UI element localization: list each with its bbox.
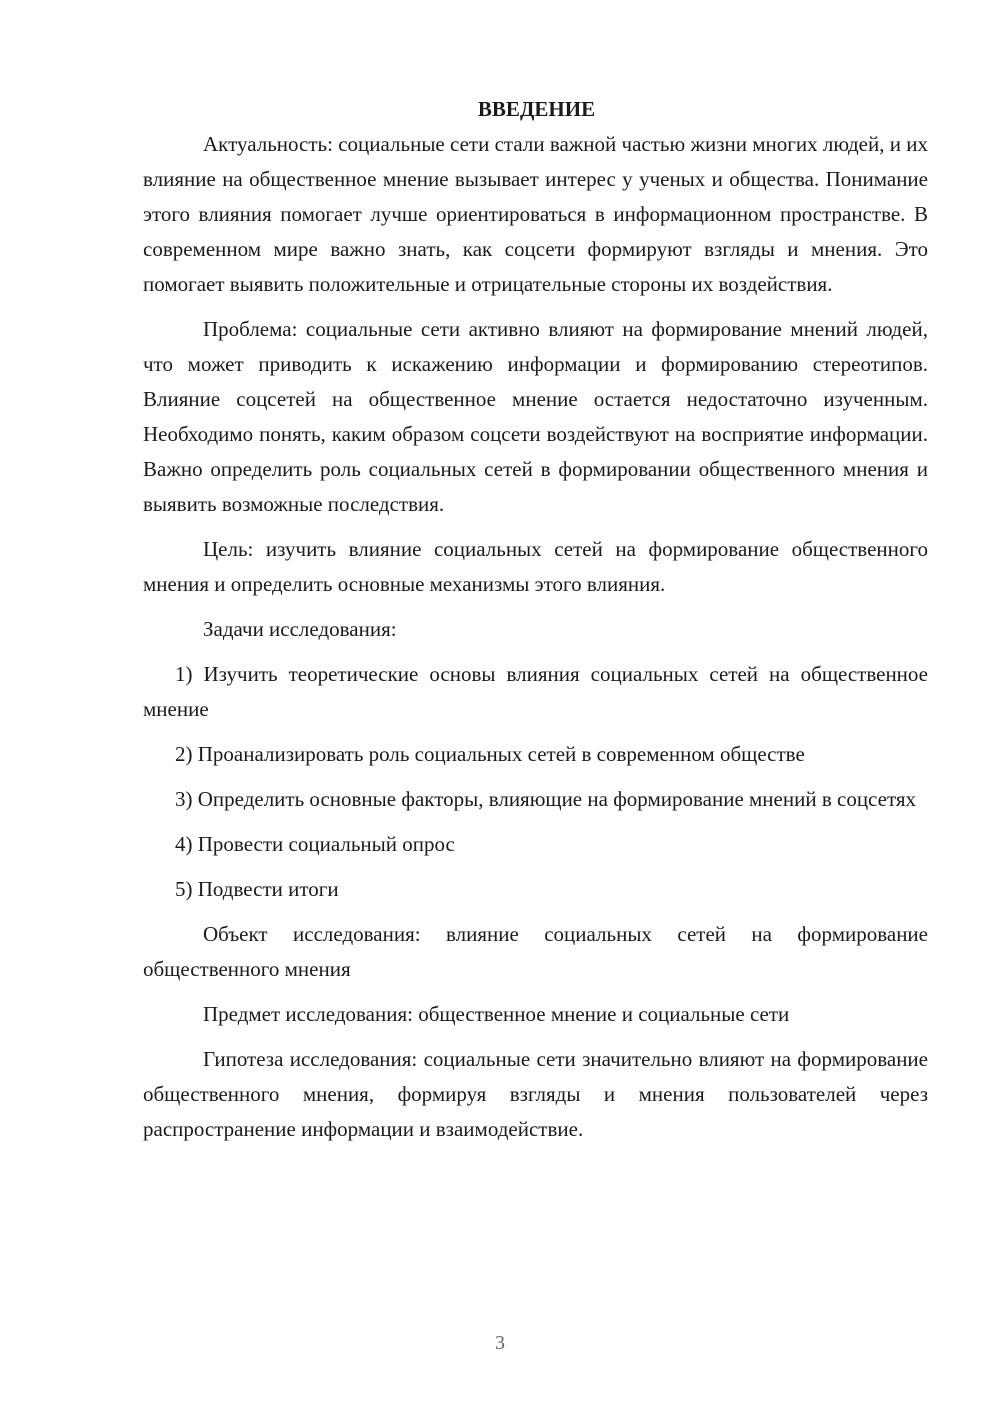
document-page: [143, 92, 928, 1157]
relevance-paragraph: Актуальность: социальные сети стали важной частью жизни многих людей, и их влияние на общественное мнение вызывает интерес у ученых и общества. Понимание этого влияния помогает лучше ориентироваться в информационном пространстве. В современном мире важно знать, как соцсети формируют взгляды и мнения. Это помогает выявить положительные и отрицательные стороны их воздействия.: [143, 132, 928, 296]
object-paragraph: Объект исследования: влияние социальных сетей на формирование общественного мнения: [143, 922, 928, 981]
task-item: 2) Проанализировать роль социальных сетей в современном обществе: [175, 742, 805, 766]
task-item: 5) Подвести итоги: [175, 877, 339, 901]
goal-paragraph: Цель: изучить влияние социальных сетей на формирование общественного мнения и определить основные механизмы этого влияния.: [143, 537, 928, 596]
page-number: 3: [495, 1332, 505, 1354]
task-item: 3) Определить основные факторы, влияющие на формирование мнений в соцсетях: [175, 787, 917, 811]
problem-paragraph: Проблема: социальные сети активно влияют на формирование мнений людей, что может приводить к искажению информации и формированию стереотипов. Влияние соцсетей на общественное мнение остается недостаточно изученным. Необходимо понять, каким образом соцсети воздействуют на восприятие информации. Важно определить роль социальных сетей в формировании общественного мнения и выявить возможные последствия.: [143, 317, 928, 516]
subject-paragraph: Предмет исследования: общественное мнение и социальные сети: [203, 1002, 790, 1026]
hypothesis-paragraph: Гипотеза исследования: социальные сети значительно влияют на формирование общественного мнения, формируя взгляды и мнения пользователей через распространение информации и взаимодействие.: [143, 1047, 928, 1141]
task-item: 1) Изучить теоретические основы влияния социальных сетей на общественное мнение: [143, 662, 928, 721]
tasks-title: Задачи исследования:: [203, 617, 397, 641]
task-item: 4) Провести социальный опрос: [175, 832, 455, 856]
section-heading: ВВЕДЕНИЕ: [477, 97, 596, 121]
